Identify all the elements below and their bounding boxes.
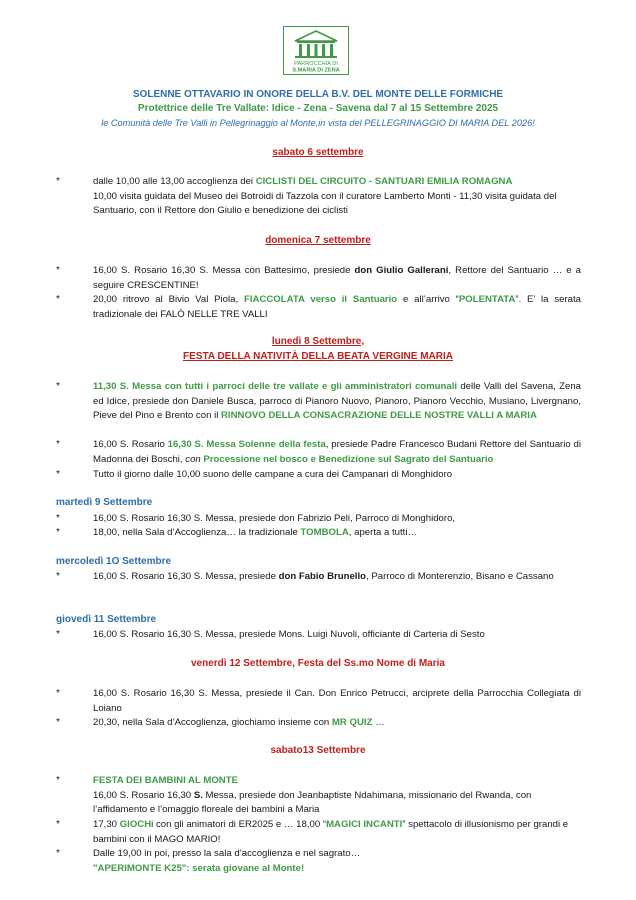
day-heading-mer10: mercoledì 1O Settembre xyxy=(56,556,172,567)
bullet: * xyxy=(56,294,60,305)
bullet: * xyxy=(56,819,60,830)
bullet: * xyxy=(56,439,60,450)
item-text xyxy=(93,380,581,424)
item-text xyxy=(93,818,581,847)
item-text xyxy=(93,264,581,293)
bullet: * xyxy=(56,717,60,728)
day-heading-lun8: lunedì 8 Settembre, xyxy=(271,336,365,347)
bullet: * xyxy=(56,176,60,187)
item-text-part: 20,00 ritrovo al Bivio Val Piola, xyxy=(93,294,244,305)
item-text: 16,00 S. Rosario 16,30 S. Messa, presiede Mons. Luigi Nuvoli, officiante di Carteria di Sesto xyxy=(93,629,485,640)
item-text-part: , Parroco di Monterenzio, Bisano e Cassano xyxy=(366,571,554,582)
item-text-part: Dalle 19,00 in poi, presso la sala d’accoglienza e nel sagrato… xyxy=(93,848,361,859)
feast-heading: FESTA DELLA NATIVITÀ DELLA BEATA VERGINE MARIA xyxy=(183,351,453,362)
item-text xyxy=(93,438,581,467)
item-highlight: TOMBOLA xyxy=(300,527,349,538)
day-heading-gio11: giovedì 11 Settembre xyxy=(56,614,157,625)
item-text-part: 16,00 S. Rosario 16,30 S. Messa, presiede xyxy=(93,571,279,582)
parish-logo xyxy=(283,26,349,75)
item-text-part: 18,00, nella Sala d’Accoglienza… la tradizionale xyxy=(93,527,301,538)
item-highlight: MR QUIZ xyxy=(331,717,373,728)
item-italic: con xyxy=(185,453,201,465)
item-highlight: MAGICI INCANTI xyxy=(326,819,403,830)
bullet: * xyxy=(56,775,60,786)
item-text-part: ”. E’ la serata tradizionale dei FALÒ NELLE TRE VALLI xyxy=(93,294,581,320)
item-text-part: delle Valli del Savena, Zena ed Idice, presiede don Daniele Busca, parroco di Pianoro Nuovo, Pianoro, Pianoro Vecchio, Musiano, Livergnano, Pieve del Pino e Brento con il xyxy=(93,381,581,422)
item-highlight: FESTA DEI BAMBINI AL MONTE xyxy=(93,775,238,786)
day-heading-sab13: sabato13 Settembre xyxy=(270,745,366,756)
bullet: * xyxy=(56,527,60,538)
item-text-part: Messa, presiede don Jeanbaptiste Ndahimana, missionario del Rwanda, con l’affidamento e l’omaggio floreale dei bambini a Maria xyxy=(93,789,532,816)
item-text xyxy=(93,293,581,322)
day-heading-ven12: venerdì 12 Settembre, Festa del Ss.mo Nome di Maria xyxy=(191,658,445,669)
list-item xyxy=(56,175,581,219)
bullet: * xyxy=(56,469,60,480)
page-subtitle: Protettrice delle Tre Vallate: Idice - Zena - Savena dal 7 al 15 Settembre 2025 xyxy=(137,103,499,114)
logo-line2: S.MARIA DI ZENA xyxy=(292,67,340,74)
logo-line1: PARROCCHIA DI xyxy=(294,61,338,67)
day-heading-sab6: sabato 6 settembre xyxy=(272,147,364,158)
item-text-part: ” spettacolo di illusionismo per grandi e bambini con il MAGO MARIO! xyxy=(93,819,569,845)
page-title: SOLENNE OTTAVARIO IN ONORE DELLA B.V. DEL MONTE DELLE FORMICHE xyxy=(132,89,504,100)
day-heading-mar9: martedì 9 Settembre xyxy=(56,497,153,508)
item-text xyxy=(93,774,581,818)
item-highlight: "APERIMONTE K25": serata giovane al Monte! xyxy=(93,862,305,874)
item-highlight: RINNOVO DELLA CONSACRAZIONE DELLE NOSTRE VALLI A MARIA xyxy=(221,410,537,422)
bullet: * xyxy=(56,571,60,582)
item-text-part: 20,30, nella Sala d’Accoglienza, giochiamo insieme con xyxy=(93,717,332,728)
item-bold: don Fabio Brunello xyxy=(278,571,366,582)
item-highlight: GIOCH xyxy=(119,819,152,830)
item-bold: don Giulio Gallerani xyxy=(354,265,449,276)
item-text-part: e all’arrivo “ xyxy=(397,294,459,305)
page-tagline: le Comunità delle Tre Valli in Pellegrinaggio al Monte,in vista del PELLEGRINAGGIO DI MARIA DEL 2026! xyxy=(101,118,535,128)
item-text-part: dalle 10,00 alle 13,00 accoglienza dei xyxy=(93,176,256,187)
item-text-part: i con gli animatori di ER2025 e … 18,00 “ xyxy=(151,819,327,830)
bullet: * xyxy=(56,381,60,392)
item-text-part: 16,00 S. Rosario xyxy=(93,439,168,450)
bullet: * xyxy=(56,629,60,640)
item-text xyxy=(93,716,581,731)
item-highlight: FIACCOLATA verso il Santuario xyxy=(243,294,398,305)
day-heading-dom7: domenica 7 settembre xyxy=(265,235,371,246)
item-highlight: CICLISTI DEL CIRCUITO - SANTUARI EMILIA ROMAGNA xyxy=(255,176,513,187)
item-text-part: , presiede Padre Francesco Budani Rettore del Santuario di Madonna dei Boschi, xyxy=(93,439,581,465)
bullet: * xyxy=(56,513,60,524)
item-bold: S. xyxy=(193,789,203,801)
item-highlight: 11,30 S. Messa con tutti i parroci delle tre vallate e gli amministratori comunali xyxy=(93,381,458,392)
item-highlight: 16,30 S. Messa Solenne della festa xyxy=(167,439,326,450)
item-text-part: 16,00 S. Rosario 16,30 S. Messa con Battesimo, presiede xyxy=(93,265,355,276)
item-text: Tutto il giorno dalle 10,00 suono delle campane a cura dei Campanari di Monghidoro xyxy=(93,469,453,480)
item-text-part: 17,30 xyxy=(93,819,120,830)
bullet: * xyxy=(56,688,60,699)
item-text-part: , aperta a tutti… xyxy=(348,527,418,538)
item-text: 16,00 S. Rosario 16,30 S. Messa, presiede il Can. Don Enrico Petrucci, arciprete della Parrocchia Collegiata di Loiano xyxy=(93,688,581,714)
item-text xyxy=(93,847,581,876)
bullet: * xyxy=(56,265,60,276)
item-text-part: 16,00 S. Rosario 16,30 xyxy=(93,789,194,801)
item-highlight: Processione nel bosco e Benedizione sul Sagrato del Santuario xyxy=(200,453,494,465)
item-text-part: , Rettore del Santuario … e a seguire CRESCENTINE! xyxy=(93,265,581,291)
item-text xyxy=(93,526,581,541)
item-text-part: … xyxy=(372,717,385,728)
item-text-part: 10,00 visita guidata del Museo dei Botroidi di Tazzola con il curatore Lamberto Monti - 11,30 visita guidata del Santuario, con il Rettore don Giulio e benedizione dei ciclisti xyxy=(93,190,557,217)
item-highlight: POLENTATA xyxy=(458,294,516,305)
item-text: 16,00 S. Rosario 16,30 S. Messa, presiede don Fabrizio Peli, Parroco di Monghidoro, xyxy=(93,513,456,524)
item-text xyxy=(93,175,581,219)
item-text xyxy=(93,570,581,585)
bullet: * xyxy=(56,848,60,859)
